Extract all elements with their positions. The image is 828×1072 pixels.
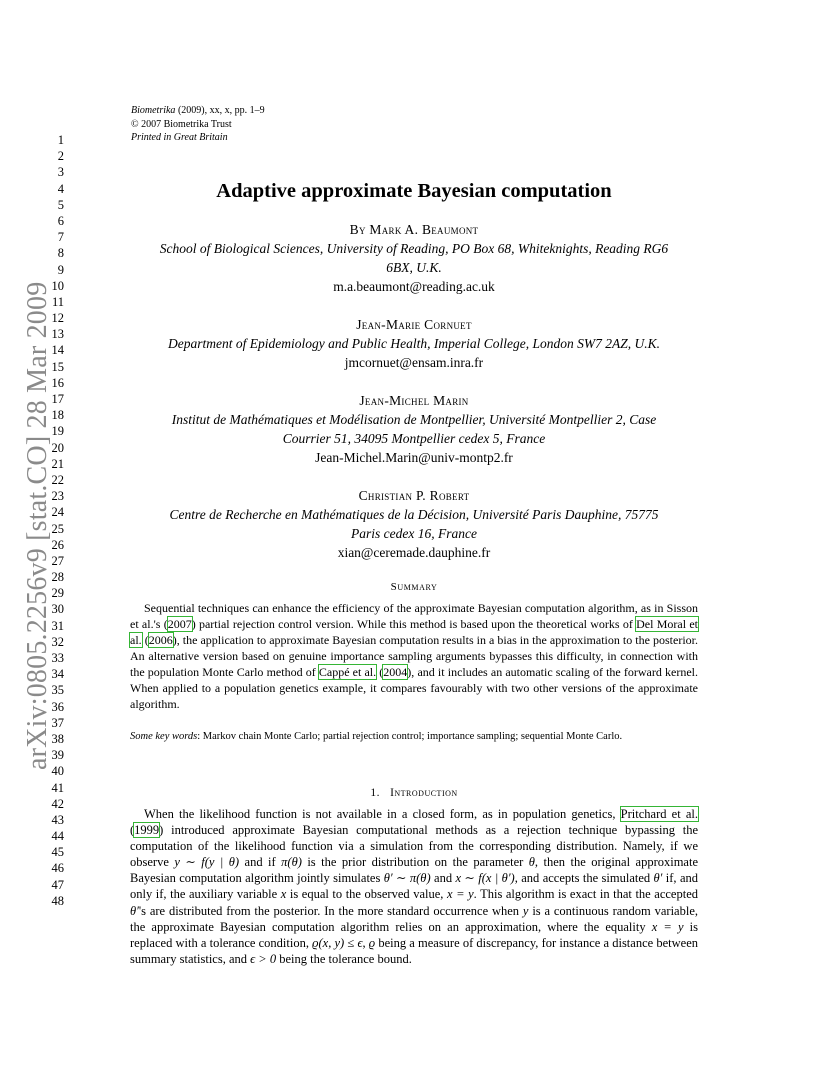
citation-link[interactable]: Del Moral et al. [130, 617, 699, 647]
line-number: 2 [57, 149, 64, 164]
author-entry [130, 220, 698, 296]
arxiv-stamp: arXiv:0805.2256v9 [stat.CO] 28 Mar 2009 [22, 281, 53, 770]
author-email[interactable]: jmcornuet@ensam.inra.fr [344, 355, 484, 370]
line-number: 13 [51, 327, 64, 342]
summary-paragraph: Sequential techniques can enhance the efficiency of the approximate Bayesian computation algorithm, as in Sisson et al.'s (2007) partial rejection control version. While this method is based upon the theoretical works of Del Moral et al. (2006), the application to approximate Bayesian computation results in a bias in the approximation to the posterior. An alternative version based on genuine importance sampling arguments bypasses this difficulty, in connection with the population Monte Carlo method of Cappé et al. (2004), and it includes an automatic scaling of the forward kernel. When applied to a population genetics example, it compares favourably with two other versions of the approximate algorithm. [130, 601, 699, 711]
math-inline: x [280, 887, 287, 902]
line-number: 28 [51, 570, 64, 585]
line-number: 23 [51, 489, 64, 504]
math-inline: x ∼ f(x | θ′) [455, 871, 515, 886]
line-number: 39 [51, 748, 64, 763]
line-number: 33 [51, 651, 64, 665]
math-inline: ϱ(x, y) ≤ ϵ [312, 935, 363, 950]
line-number: 17 [51, 392, 64, 406]
author-affiliation: Paris cedex 16, France [351, 526, 477, 541]
author-block [130, 220, 698, 562]
line-number: 5 [57, 197, 64, 212]
section-heading: 1. Introduction [370, 787, 458, 799]
keywords-line [130, 731, 698, 742]
line-number: 30 [51, 602, 64, 617]
line-number: 24 [51, 505, 64, 520]
author-affiliation: School of Biological Sciences, University of Reading, PO Box 68, Whiteknights, Reading RG6 [159, 241, 669, 256]
line-number: 10 [51, 278, 64, 293]
line-number: 40 [51, 764, 64, 779]
author-email[interactable]: Jean-Michel.Marin@univ-montp2.fr [315, 450, 513, 465]
line-number: 42 [51, 796, 64, 811]
printed-line: Printed in Great Britain [131, 132, 228, 143]
line-number: 11 [51, 294, 64, 309]
line-number: 29 [51, 586, 64, 601]
line-number: 27 [51, 553, 64, 568]
line-number: 18 [51, 408, 64, 423]
copyright-line: © 2007 Biometrika Trust [131, 118, 232, 130]
math-inline: x = y [651, 919, 684, 934]
author-name: Christian P. Robert [358, 488, 470, 503]
line-number: 4 [57, 181, 64, 196]
author-entry [130, 486, 698, 562]
line-number: 45 [51, 845, 64, 860]
journal-citation: Biometrika (2009), xx, x, pp. 1–9 [131, 105, 265, 116]
line-number: 6 [57, 213, 64, 228]
line-number: 16 [51, 375, 64, 390]
math-inline: θ′ [653, 871, 663, 886]
line-number: 34 [51, 667, 64, 682]
keywords-text: : Markov chain Monte Carlo; partial rejection control; importance sampling; sequential Monte Carlo. [197, 731, 623, 742]
author-email[interactable]: m.a.beaumont@reading.ac.uk [333, 279, 495, 294]
line-number: 46 [51, 861, 64, 876]
author-affiliation: Department of Epidemiology and Public Health, Imperial College, London SW7 2AZ, U.K. [168, 336, 660, 351]
line-number: 9 [57, 262, 64, 277]
line-number: 47 [51, 877, 64, 892]
citation-link[interactable]: Pritchard et al. [620, 807, 698, 821]
author-affiliation: 6BX, U.K. [386, 260, 442, 275]
line-number: 22 [51, 472, 64, 487]
intro-paragraph: When the likelihood function is not available in a closed form, as in population genetics, Pritchard et al. (1999) introduced approximate Bayesian computational methods as a rejection technique bypassing the computation of the likelihood function via a simulation from the corresponding distribution. Namely, if we observe y ∼ f(y | θ) and if π(θ) is the prior distribution on the parameter θ, then the original approximate Bayesian computation algorithm jointly simulates θ′ ∼ π(θ) and x ∼ f(x | θ′), and accepts the simulated θ′ if, and only if, the auxiliary variable x is equal to the observed value, x = y. This algorithm is exact in that the accepted θ′'s are distributed from the posterior. In the more standard occurrence when y is a continuous random variable, the approximate Bayesian computation algorithm relies on an approximation, where the equality x = y is replaced with a tolerance condition, ϱ(x, y) ≤ ϵ, ϱ being a measure of discrepancy, for instance a distance between summary statistics, and ϵ > 0 being the tolerance bound. [130, 807, 699, 966]
author-affiliation: Centre de Recherche en Mathématiques de la Décision, Université Paris Dauphine, 75775 [169, 507, 659, 522]
line-number: 1 [57, 133, 64, 147]
line-number: 37 [51, 715, 64, 730]
keywords-label: Some key words [130, 731, 198, 742]
line-number: 35 [51, 683, 64, 698]
citation-link[interactable]: Cappé et al. [318, 665, 377, 679]
math-inline: y ∼ f(y | θ) [174, 855, 240, 870]
math-inline: y [522, 903, 529, 918]
author-entry [130, 391, 698, 467]
line-number: 38 [51, 731, 64, 746]
summary-heading: Summary [390, 581, 438, 593]
line-number: 14 [51, 343, 64, 358]
author-name: By Mark A. Beaumont [349, 222, 479, 237]
line-number: 32 [51, 634, 64, 649]
author-entry [130, 315, 698, 372]
line-number: 21 [51, 456, 64, 471]
line-number: 44 [51, 829, 64, 844]
citation-link[interactable]: 1999 [134, 823, 160, 838]
line-number: 25 [51, 521, 64, 536]
line-number: 36 [51, 699, 64, 714]
author-affiliation: Institut de Mathématiques et Modélisation de Montpellier, Université Montpellier 2, Case [171, 412, 657, 427]
math-inline: x = y [446, 887, 474, 902]
citation-link[interactable]: 2007 [167, 617, 192, 631]
math-inline: θ [528, 855, 535, 870]
line-number: 12 [51, 311, 64, 326]
line-number: 15 [51, 359, 64, 374]
line-number: 26 [51, 537, 64, 552]
line-number: 43 [51, 812, 64, 827]
line-number: 7 [57, 230, 64, 245]
math-inline: θ′ ∼ π(θ) [383, 871, 431, 886]
line-number: 3 [57, 165, 64, 180]
author-affiliation: Courrier 51, 34095 Montpellier cedex 5, France [282, 431, 546, 446]
author-name: Jean-Marie Cornuet [356, 317, 472, 332]
line-number: 31 [51, 618, 64, 633]
author-name: Jean-Michel Marin [359, 393, 469, 408]
citation-link[interactable]: 2004 [383, 665, 408, 679]
math-inline: ϵ > 0 [250, 951, 277, 966]
paper-title: Adaptive approximate Bayesian computation [216, 180, 612, 202]
line-number: 19 [51, 424, 64, 439]
journal-header [131, 104, 265, 145]
math-inline: π(θ) [281, 855, 302, 870]
line-number: 48 [51, 893, 64, 908]
author-email[interactable]: xian@ceremade.dauphine.fr [337, 545, 491, 560]
line-number: 20 [51, 440, 64, 455]
math-inline: θ′ [130, 903, 139, 918]
math-inline: ϱ [368, 935, 376, 950]
line-number: 8 [57, 246, 64, 261]
citation-link[interactable]: 2006 [148, 633, 173, 647]
line-number: 41 [51, 780, 64, 795]
